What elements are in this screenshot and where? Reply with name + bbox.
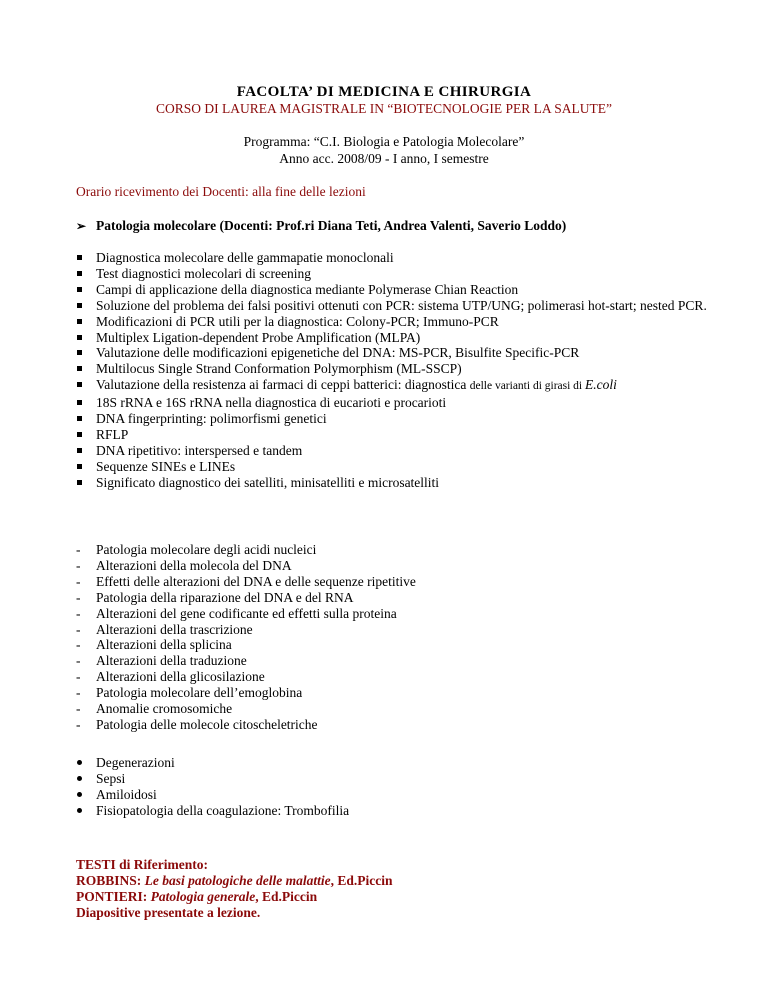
list-item: Amiloidosi — [76, 787, 716, 803]
list-item: DNA fingerprinting: polimorfismi genetici — [76, 411, 716, 427]
resistance-species: E.coli — [585, 377, 617, 393]
reference-robbins — [76, 873, 393, 889]
list-item: Sequenze SINEs e LINEs — [76, 459, 716, 475]
topics-list-dots — [76, 755, 716, 819]
list-item: - Alterazioni della splicina — [76, 637, 716, 653]
list-item: - Alterazioni della molecola del DNA — [76, 558, 716, 574]
office-hours-note: Orario ricevimento dei Docenti: alla fine delle lezioni — [76, 184, 366, 199]
list-item: DNA ripetitivo: interspersed e tandem — [76, 443, 716, 459]
list-item: - Alterazioni della glicosilazione — [76, 669, 716, 685]
reference-pontieri — [76, 889, 393, 905]
list-item: - Patologia delle molecole citoscheletriche — [76, 717, 716, 733]
topics-list-dashes — [76, 542, 716, 733]
list-item: Campi di applicazione della diagnostica mediante Polymerase Chian Reaction — [76, 282, 716, 298]
list-item: - Patologia della riparazione del DNA e del RNA — [76, 590, 716, 606]
reference-title: Le basi patologiche delle malattie — [144, 873, 331, 888]
resistance-text: Valutazione della resistenza ai farmaci di ceppi batterici: diagnostica — [96, 377, 470, 393]
arrow-bullet-icon: ➢ — [76, 219, 87, 233]
list-item: Multiplex Ligation-dependent Probe Amplification (MLPA) — [76, 330, 716, 346]
section-title: Patologia molecolare (Docenti: Prof.ri Diana Teti, Andrea Valenti, Saverio Loddo) — [96, 218, 567, 233]
reference-slides: Diapositive presentate a lezione. — [76, 905, 261, 920]
course-subtitle: CORSO DI LAUREA MAGISTRALE IN “BIOTECNOLOGIE PER LA SALUTE” — [156, 101, 612, 116]
references-block — [76, 857, 393, 921]
list-item: - Anomalie cromosomiche — [76, 701, 716, 717]
list-item: - Alterazioni della trascrizione — [76, 622, 716, 638]
list-item: Multilocus Single Strand Conformation Polymorphism (ML-SSCP) — [76, 361, 716, 377]
list-item: Soluzione del problema dei falsi positivi ottenuti con PCR: sistema UTP/UNG; polimerasi hot-start; nested PCR. — [76, 298, 716, 314]
list-item: Fisiopatologia della coagulazione: Trombofilia — [76, 803, 716, 819]
list-item: RFLP — [76, 427, 716, 443]
section-heading — [76, 218, 566, 234]
list-item: 18S rRNA e 16S rRNA nella diagnostica di eucarioti e procarioti — [76, 395, 716, 411]
list-item: - Patologia molecolare degli acidi nucleici — [76, 542, 716, 558]
list-item: Significato diagnostico dei satelliti, minisatelliti e microsatelliti — [76, 475, 716, 491]
list-item: Sepsi — [76, 771, 716, 787]
list-item: - Alterazioni della traduzione — [76, 653, 716, 669]
list-item: Test diagnostici molecolari di screening — [76, 266, 716, 282]
reference-publisher: , Ed.Piccin — [330, 873, 393, 888]
academic-year-line: Anno acc. 2008/09 - I anno, I semestre — [279, 151, 489, 166]
resistance-small-text: delle varianti di girasi di — [469, 380, 586, 393]
list-item: Modificazioni di PCR utili per la diagnostica: Colony-PCR; Immuno-PCR — [76, 314, 716, 330]
references-heading: TESTI di Riferimento: — [76, 857, 209, 872]
list-item: Valutazione delle modificazioni epigenetiche del DNA: MS-PCR, Bisulfite Specific-PCR — [76, 345, 716, 361]
list-item-resistance — [76, 377, 716, 395]
faculty-title: FACOLTA’ DI MEDICINA E CHIRURGIA — [236, 84, 532, 100]
reference-author: ROBBINS: — [76, 873, 145, 888]
list-item: - Patologia molecolare dell’emoglobina — [76, 685, 716, 701]
reference-publisher: , Ed.Piccin — [255, 889, 318, 904]
reference-author: PONTIERI: — [76, 889, 151, 904]
topics-list-squares — [76, 250, 716, 491]
list-item: - Effetti delle alterazioni del DNA e delle sequenze ripetitive — [76, 574, 716, 590]
list-item: Degenerazioni — [76, 755, 716, 771]
list-item: - Alterazioni del gene codificante ed effetti sulla proteina — [76, 606, 716, 622]
reference-title: Patologia generale — [150, 889, 256, 904]
list-item: Diagnostica molecolare delle gammapatie monoclonali — [76, 250, 716, 266]
program-line: Programma: “C.I. Biologia e Patologia Molecolare” — [243, 134, 525, 149]
